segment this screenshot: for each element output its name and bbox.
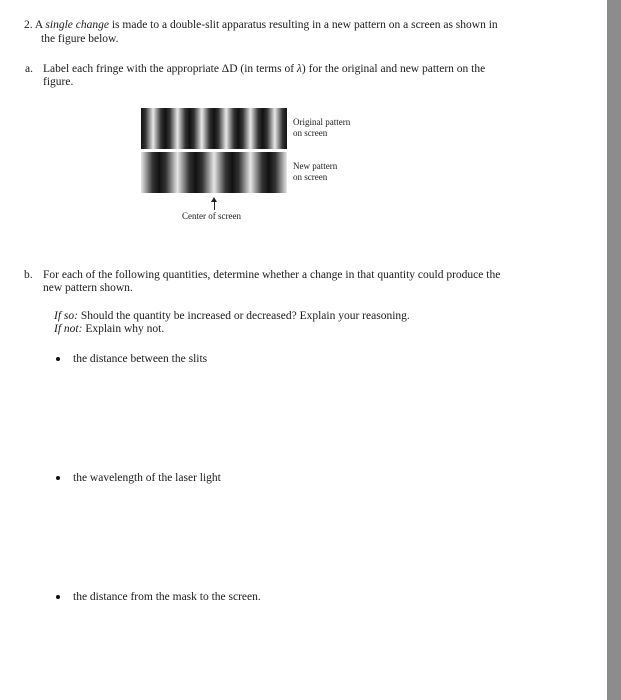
bullet-dot-icon [56,595,60,599]
if-not-line [54,322,164,336]
if-not-text: Explain why not. [85,323,165,335]
question-text-italic: single change [45,19,109,31]
original-pattern-label-2: on screen [293,128,328,138]
part-b-marker: b. [24,269,33,281]
if-not-label: If not: [54,323,83,335]
part-b-line-1: For each of the following quantities, determine whether a change in that quantity could produce the [43,269,501,281]
question-2-line-2: the figure below. [41,33,119,45]
if-so-text: Should the quantity be increased or decreased? Explain your reasoning. [80,310,410,322]
fringe-figure [141,108,381,228]
lambda-symbol: λ [296,63,302,75]
question-number: 2. [24,19,33,31]
if-so-line [54,309,410,323]
bullet-item-wavelength: the wavelength of the laser light [73,472,221,484]
part-b-line-2: new pattern shown. [43,282,133,294]
new-pattern-label-1: New pattern [293,161,338,171]
part-a-text-b: ) for the original and new pattern on the [301,63,486,75]
if-so-label: If so: [54,310,78,322]
part-a-line-1 [43,62,485,76]
part-a-text-a: Label each fringe with the appropriate ΔD (in terms of [43,63,295,75]
part-a-marker: a. [25,63,33,75]
bullet-dot-icon [56,476,60,480]
question-text-b: is made to a double-slit apparatus resulting in a new pattern on a screen as shown in [111,19,498,31]
scrollbar[interactable] [607,0,621,700]
original-pattern-graphic [141,108,287,149]
bullet-dot-icon [56,357,60,361]
original-pattern-label-1: Original pattern [293,117,351,127]
question-2-line-1 [24,18,498,32]
center-of-screen-label: Center of screen [182,211,241,221]
new-pattern [141,152,287,193]
new-pattern-graphic [141,152,287,193]
center-arrow-icon [214,200,215,210]
part-a-line-2: figure. [43,76,74,88]
new-pattern-label-2: on screen [293,172,328,182]
original-pattern [141,108,287,149]
bullet-item-slit-distance: the distance between the slits [73,353,208,365]
bullet-item-screen-distance: the distance from the mask to the screen. [73,591,261,603]
question-text-a: A [34,19,43,31]
